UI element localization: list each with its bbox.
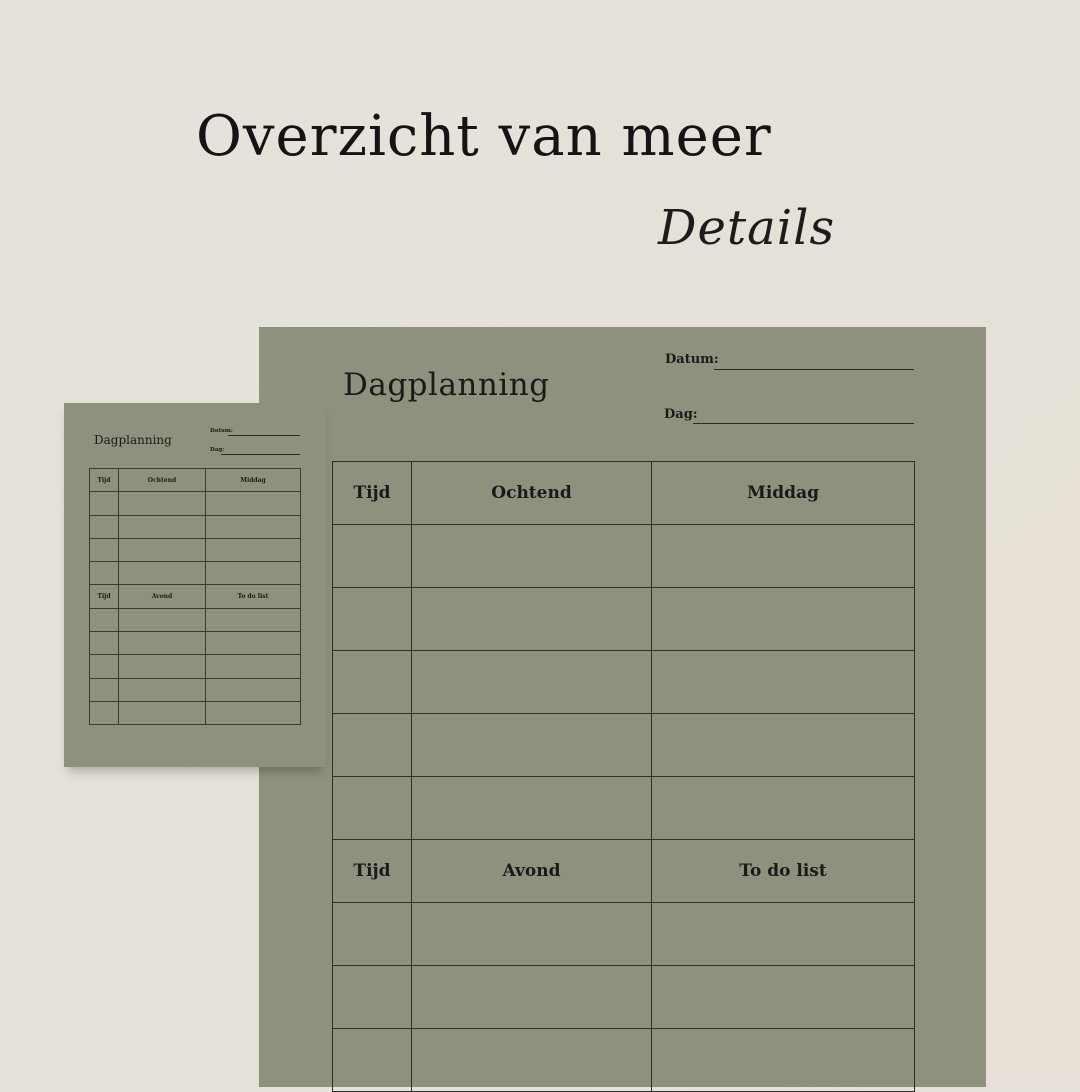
planner-title: Dagplanning [343,367,550,403]
col-afternoon: Middag [652,462,915,525]
small-table-row [90,608,301,631]
table-row [333,651,915,714]
small-planner-title: Dagplanning [94,433,172,447]
col-todo: To do list [652,840,915,903]
table-row [333,714,915,777]
small-day-label: Dag: [210,447,225,453]
small-col-afternoon: Middag [206,469,301,492]
small-header-row-morning [90,469,301,492]
small-table-row [90,538,301,561]
date-line [714,369,914,370]
planner-table [332,461,915,1092]
date-label: Datum: [665,352,719,367]
planner-preview-small [64,403,326,767]
col-morning: Ochtend [412,462,652,525]
small-col-time: Tijd [90,469,119,492]
day-label: Dag: [664,407,698,422]
small-table-row [90,655,301,678]
table-row [333,903,915,966]
small-day-line [221,454,300,455]
small-planner-table [89,468,301,725]
small-col-morning: Ochtend [119,469,206,492]
page-headline: Overzicht van meer [196,104,772,169]
small-col-evening: Avond [119,585,206,608]
small-header-row-evening [90,585,301,608]
table-row [333,777,915,840]
table-row [333,588,915,651]
small-table-row [90,678,301,701]
small-col-todo: To do list [206,585,301,608]
page-subheadline: Details [658,200,836,256]
col-evening: Avond [412,840,652,903]
header-row-evening [333,840,915,903]
header-row-morning [333,462,915,525]
day-line [693,423,914,424]
small-table-row [90,492,301,515]
col-time-2: Tijd [333,840,412,903]
small-date-line [228,435,300,436]
small-table-row [90,701,301,724]
table-row [333,966,915,1029]
col-time: Tijd [333,462,412,525]
planner-sheet-large [259,327,986,1087]
small-col-time-2: Tijd [90,585,119,608]
small-date-label: Datum: [210,428,233,434]
small-table-row [90,632,301,655]
small-table-row [90,515,301,538]
table-row [333,1029,915,1092]
table-row [333,525,915,588]
small-table-row [90,562,301,585]
